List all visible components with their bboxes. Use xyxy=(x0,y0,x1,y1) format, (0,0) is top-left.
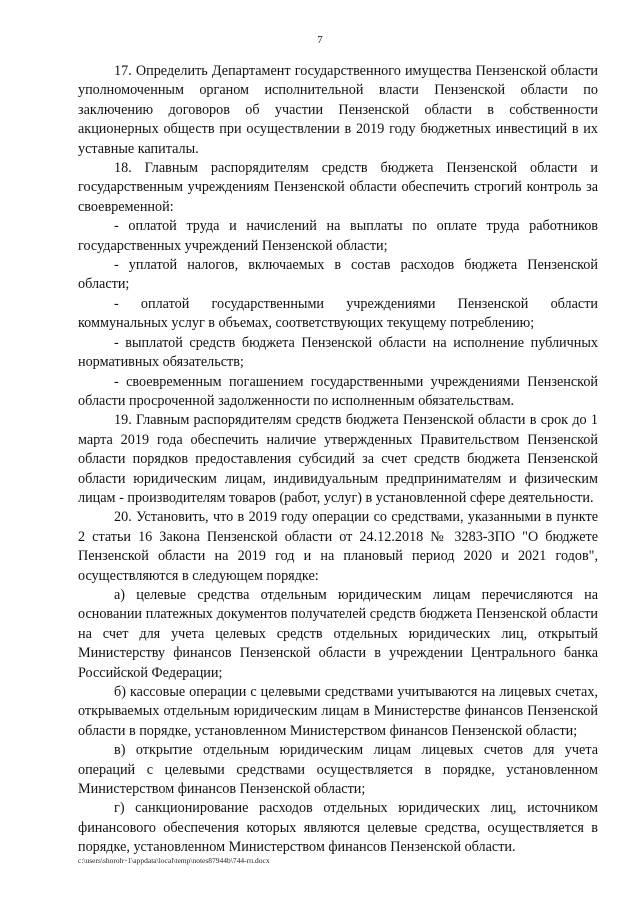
paragraph-17: 17. Определить Департамент государственного имущества Пензенской области уполномоченным органом исполнительной власти Пензенской области по заключению договоров об участии Пензенской области в собственности акционерных обществ при осуществлении в 2019 году бюджетных инвестиций в их уставные капиталы. xyxy=(78,63,598,157)
list-item-taxes: - уплатой налогов, включаемых в состав расходов бюджета Пензенской области; xyxy=(78,257,598,293)
paragraph-20: 20. Установить, что в 2019 году операции со средствами, указанными в пункте 2 статьи 16 Закона Пензенской области от 24.12.2018 № 3283-ЗПО "О бюджете Пензенской области на 2019 год и на плановый период 2020 и 2021 годов", осуществляются в следующем порядке: xyxy=(78,509,598,584)
document-body xyxy=(78,62,598,858)
subitem-b: б) кассовые операции с целевыми средствами учитываются на лицевых счетах, открываемых отдельным юридическим лицам в Министерстве финансов Пензенской области в порядке, установленном Министерством финансов Пензенской области; xyxy=(78,684,598,739)
list-item-salary: - оплатой труда и начислений на выплаты по оплате труда работников государственных учреждений Пензенской области; xyxy=(78,218,598,254)
list-item-public-obligations: - выплатой средств бюджета Пензенской области на исполнение публичных нормативных обязательств; xyxy=(78,334,598,371)
page-number: 7 xyxy=(317,34,323,46)
paragraph-19: 19. Главным распорядителям средств бюджета Пензенской области в срок до 1 марта 2019 года обеспечить наличие утвержденных Правительством Пензенской области порядков предоставления субсидий за счет средств бюджета Пензенской области юридическим лицам, индивидуальным предпринимателям и физическим лицам - производителям товаров (работ, услуг) в установленной сфере деятельности. xyxy=(78,412,598,506)
subitem-v: в) открытие отдельным юридическим лицам лицевых счетов для учета операций с целевыми средствами осуществляется в порядке, установленном Министерством финансов Пензенской области; xyxy=(78,742,598,798)
footer-file-path: c:\users\shoroh~1\appdata\local\temp\notes87944b\744-rп.docx xyxy=(78,856,270,865)
subitem-a: а) целевые средства отдельным юридическим лицам перечисляются на основании платежных документов получателей средств бюджета Пензенской области на счет для учета целевых средств отдельных юридических лиц, открытый Министерству финансов Пензенской области в учреждении Центрального банка Российской Федерации; xyxy=(78,586,598,681)
subitem-g: г) санкционирование расходов отдельных юридических лиц, источником финансового обеспечения которых являются целевые средства, осуществляется в порядке, установленном Министерством финансов Пензенской области. xyxy=(78,800,598,856)
list-item-utilities: - оплатой государственными учреждениями Пензенской области коммунальных услуг в объемах, соответствующих текущему потреблению; xyxy=(78,295,598,332)
paragraph-18: 18. Главным распорядителям средств бюджета Пензенской области и государственным учреждениям Пензенской области обеспечить строгий контроль за своевременной: xyxy=(78,160,598,215)
list-item-overdue-debt: - своевременным погашением государственными учреждениями Пензенской области просроченной задолженности по исполненным обязательствам. xyxy=(78,373,598,409)
